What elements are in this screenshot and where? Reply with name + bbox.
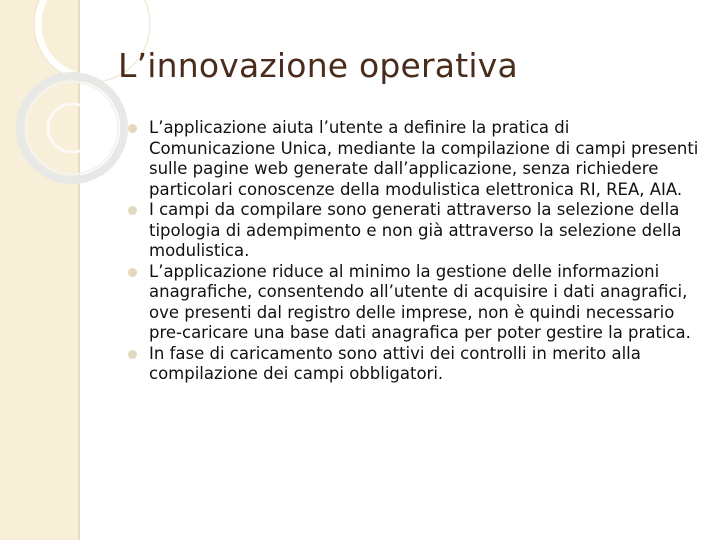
bullet-dot-icon (128, 206, 137, 215)
bullet-text: L’applicazione riduce al minimo la gestione delle informazioni anagrafiche, consentendo all’utente di acquisire i dati anagrafici, ove presenti dal registro delle imprese, non è quindi necessario pre-caricare una base dati anagrafica per poter gestire la pratica. (149, 261, 691, 342)
deco-circle-medium-inner (26, 82, 118, 174)
bullet-text: I campi da compilare sono generati attraverso la selezione della tipologia di adempimento e non già attraverso la selezione della modulistica. (149, 200, 682, 260)
bullet-text: L’applicazione aiuta l’utente a definire la pratica di Comunicazione Unica, mediante la compilazione di campi presenti sulle pagine web generate dall’applicazione, senza richiedere particolari conoscenze della modulistica elettronica RI, REA, AIA. (149, 118, 699, 199)
bullet-dot-icon (128, 124, 137, 133)
bullet-item (128, 262, 700, 344)
bullet-list (128, 118, 700, 385)
slide-title: L’innovazione operativa (118, 46, 518, 85)
deco-circle-small (48, 104, 96, 152)
bullet-text: In fase di caricamento sono attivi dei controlli in merito alla compilazione dei campi obbligatori. (149, 343, 641, 383)
deco-circle-medium (20, 76, 124, 180)
bullet-dot-icon (128, 268, 137, 277)
bullet-item (128, 344, 700, 385)
bullet-item (128, 200, 700, 262)
bullet-item (128, 118, 700, 200)
bullet-dot-icon (128, 350, 137, 359)
